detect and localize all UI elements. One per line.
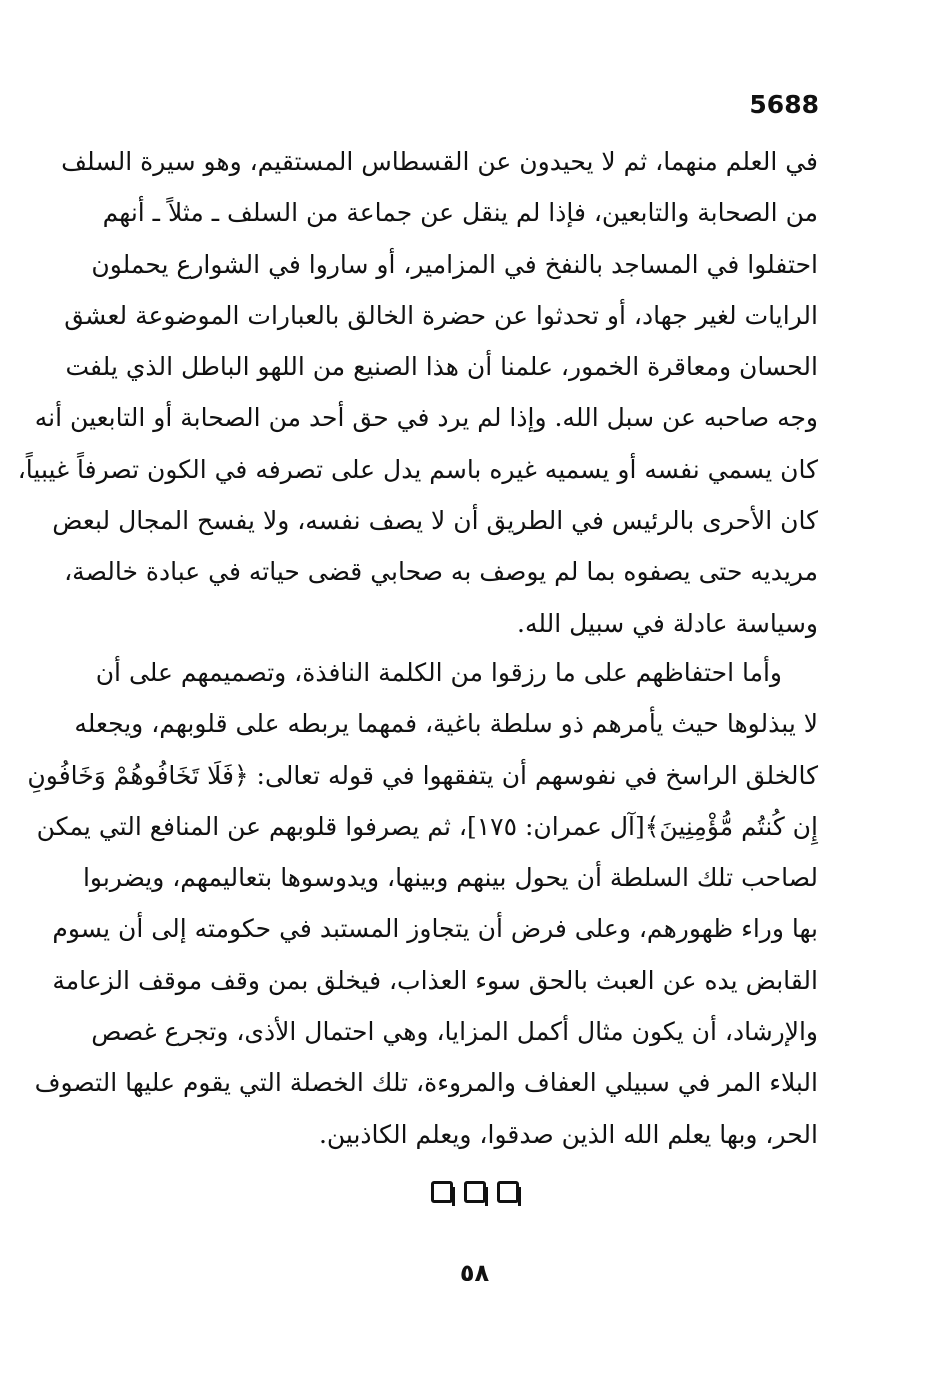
- text-line: القابض يده عن العبث بالحق سوء العذاب، فيخلق بمن وقف موقف الزعامة: [52, 965, 818, 995]
- quran-verse-line: كالخلق الراسخ في نفوسهم أن يتفقهوا في قوله تعالى: ﴿فَلَا تَخَافُوهُمْ وَخَافُونِ: [27, 760, 818, 790]
- section-divider: [0, 1181, 949, 1203]
- text-line: وسياسة عادلة في سبيل الله.: [517, 608, 818, 638]
- text-line: لصاحب تلك السلطة أن يحول بينهم وبينها، ويدوسوها بتعاليمهم، ويضربوا: [82, 863, 818, 893]
- text-line: كان يسمي نفسه أو يسميه غيره باسم يدل على تصرفه في الكون تصرفاً غيبياً،: [17, 454, 818, 484]
- divider-square-icon: [464, 1181, 486, 1203]
- text-line: لا يبذلوها حيث يأمرهم ذو سلطة باغية، فمهما يربطه على قلوبهم، ويجعله: [74, 709, 818, 739]
- text-line: الحسان ومعاقرة الخمور، علمنا أن هذا الصنيع من اللهو الباطل الذي يلفت: [65, 352, 818, 382]
- text-line: مريديه حتى يصفوه بما لم يوصف به صحابي قضى حياته في عبادة خالصة،: [64, 557, 818, 587]
- text-line: والإرشاد، أن يكون مثال أكمل المزايا، وهي احتمال الأذى، وتجرع غصص: [91, 1017, 818, 1047]
- text-line: احتفلوا في المساجد بالنفخ في المزامير، أو ساروا في الشوارع يحملون: [91, 249, 818, 279]
- text-line: بها وراء ظهورهم، وعلى فرض أن يتجاوز المستبد في حكومته إلى أن يسوم: [52, 914, 818, 944]
- text-line: الرايات لغير جهاد، أو تحدثوا عن حضرة الخالق بالعبارات الموضوعة لعشق: [64, 300, 818, 330]
- paragraph-2: [27, 647, 818, 1160]
- page-number-bottom: ٥٨: [459, 1259, 490, 1287]
- paragraph-1: [17, 136, 818, 649]
- text-line: وجه صاحبه عن سبل الله. وإذا لم يرد في حق أحد من الصحابة أو التابعين أنه: [34, 403, 818, 433]
- page-number-top: 5688: [749, 90, 819, 119]
- quran-verse-line: إِن كُنتُم مُّؤْمِنِينَ﴾[آل عمران: ١٧٥]، ثم يصرفوا قلوبهم عن المنافع التي يمكن: [36, 811, 818, 841]
- text-line: وأما احتفاظهم على ما رزقوا من الكلمة النافذة، وتصميمهم على أن: [95, 658, 782, 687]
- text-line: البلاء المر في سبيلي العفاف والمروءة، تلك الخصلة التي يقوم عليها التصوف: [34, 1068, 818, 1098]
- text-line: الحر، وبها يعلم الله الذين صدقوا، ويعلم الكاذبين.: [318, 1119, 818, 1149]
- divider-square-icon: [497, 1181, 519, 1203]
- divider-square-icon: [431, 1181, 453, 1203]
- text-line: من الصحابة والتابعين، فإذا لم ينقل عن جماعة من السلف ـ مثلاً ـ أنهم: [102, 198, 818, 228]
- text-line: كان الأحرى بالرئيس في الطريق أن لا يصف نفسه، ولا يفسح المجال لبعض: [52, 506, 818, 536]
- text-line: في العلم منهما، ثم لا يحيدون عن القسطاس المستقيم، وهو سيرة السلف: [61, 147, 818, 176]
